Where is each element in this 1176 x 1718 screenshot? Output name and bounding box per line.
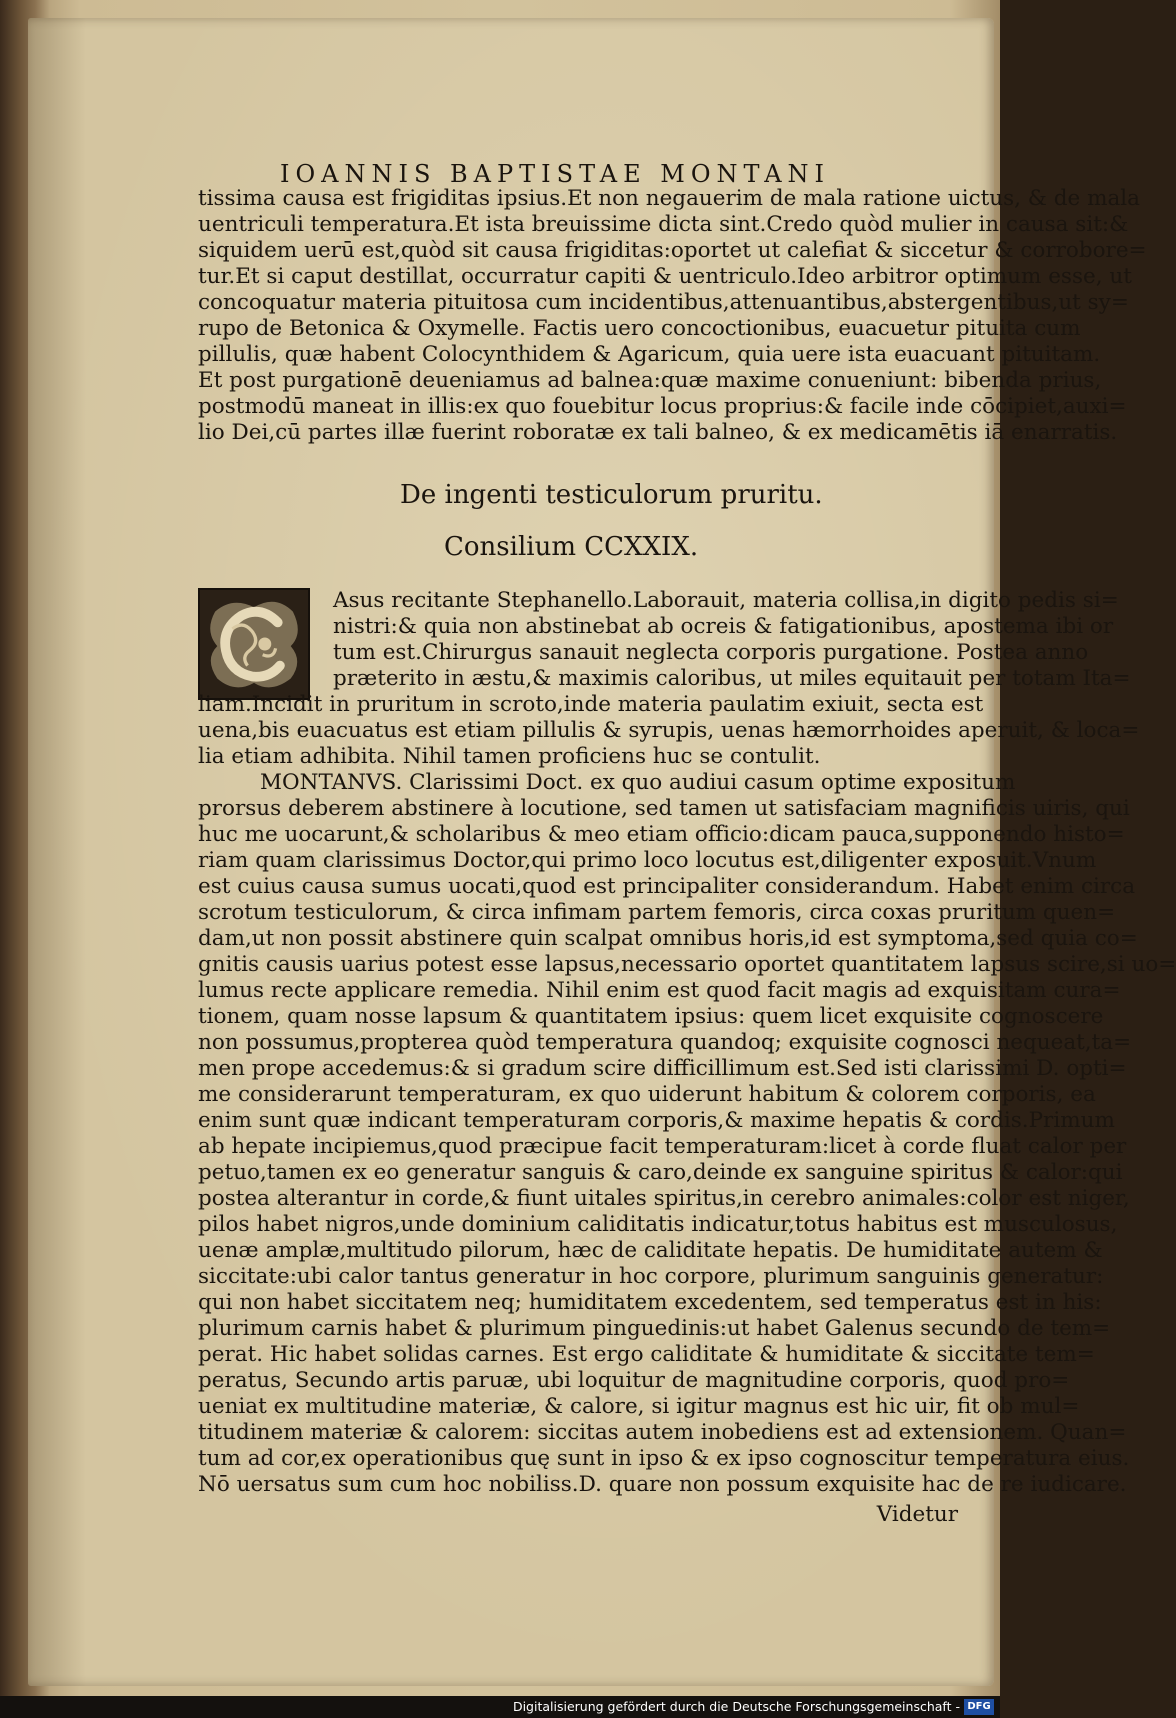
text-line: titudinem materiæ & calorem: siccitas autem inobediens est ad extensionem. Quan= (198, 1420, 1127, 1445)
text-line: tissima causa est frigiditas ipsius.Et non negauerim de mala ratione uictus, & de mala (198, 186, 1141, 211)
text-line: concoquatur materia pituitosa cum incidentibus,attenuantibus,abstergentibus,ut sy= (198, 290, 1129, 315)
text-line: rupo de Betonica & Oxymelle. Factis uero concoctionibus, euacuetur pituita cum (198, 316, 1081, 341)
text-line: scrotum testiculorum, & circa infimam partem femoris, circa coxas pruritum quen= (198, 900, 1116, 925)
text-line: Nō uersatus sum cum hoc nobiliss.D. quare non possum exquisite hac de re iudicare. (198, 1472, 1127, 1497)
text-line: MONTANVS. Clarissimi Doct. ex quo audiui casum optime expositum (260, 770, 1016, 795)
text-line: perat. Hic habet solidas carnes. Est ergo caliditate & humiditate & siccitate tem= (198, 1342, 1095, 1367)
text-line: tum est.Chirurgus sanauit neglecta corporis purgatione. Postea anno (333, 640, 1089, 665)
text-line: liam.Incidit in pruritum in scroto,inde materia paulatim exiuit, secta est (198, 692, 984, 717)
text-line: enim sunt quæ indicant temperaturam corporis,& maxime hepatis & cordis.Primum (198, 1108, 1115, 1133)
digitization-footer (0, 1696, 1000, 1718)
text-line: postea alterantur in corde,& fiunt uitales spiritus,in cerebro animales:color est niger, (198, 1186, 1130, 1211)
text-line: siquidem uerū est,quòd sit causa frigiditas:oportet ut calefiat & siccetur & corrobore= (198, 238, 1147, 263)
ornament-icon (200, 590, 308, 698)
dfg-logo-icon[interactable]: DFG (964, 1699, 994, 1715)
text-line: dam,ut non possit abstinere quin scalpat omnibus horis,id est symptoma,sed quia co= (198, 926, 1138, 951)
text-line: tum ad cor,ex operationibus quę sunt in ipso & ex ipso cognoscitur temperatura eius. (198, 1446, 1130, 1471)
text-line: ab hepate incipiemus,quod præcipue facit temperaturam:licet à corde fluat calor per (198, 1134, 1127, 1159)
text-line: prorsus deberem abstinere à locutione, sed tamen ut satisfaciam magnificis uiris, qui (198, 796, 1130, 821)
text-line: lumus recte applicare remedia. Nihil enim est quod facit magis ad exquisitam cura= (198, 978, 1121, 1003)
text-line: plurimum carnis habet & plurimum pinguedinis:ut habet Galenus secundo de tem= (198, 1316, 1111, 1341)
text-line: lia etiam adhibita. Nihil tamen proficiens huc se contulit. (198, 744, 821, 769)
text-line: men prope accedemus:& si gradum scire difficillimum est.Sed isti clarissimi D. opti= (198, 1056, 1127, 1081)
text-line: petuo,tamen ex eo generatur sanguis & caro,deinde ex sanguine spiritus & calor:qui (198, 1160, 1123, 1185)
text-line: uena,bis euacuatus est etiam pillulis & syrupis, uenas hæmorrhoides aperuit, & loca= (198, 718, 1140, 743)
text-line: peratus, Secundo artis paruæ, ubi loquitur de magnitudine corporis, quod pro= (198, 1368, 1070, 1393)
text-line: qui non habet siccitatem neq; humiditatem excedentem, sed temperatus est in his: (198, 1290, 1102, 1315)
text-line: pilos habet nigros,unde dominium caliditatis indicatur,totus habitus est musculosus, (198, 1212, 1118, 1237)
text-line: ueniat ex multitudine materiæ, & calore, si igitur magnus est hic uir, fit ob mul= (198, 1394, 1080, 1419)
catchword: Videtur (876, 1502, 958, 1527)
text-line: huc me uocarunt,& scholaribus & meo etiam officio:dicam pauca,supponendo histo= (198, 822, 1125, 847)
text-line: lio Dei,cū partes illæ fuerint roboratæ ex tali balneo, & ex medicamētis iā enarratis. (198, 420, 1118, 445)
text-line: pillulis, quæ habent Colocynthidem & Agaricum, quia uere ista euacuant pituitam. (198, 342, 1101, 367)
text-line: riam quam clarissimus Doctor,qui primo loco locutus est,diligenter exposuit.Vnum (198, 848, 1097, 873)
text-line: non possumus,propterea quòd temperatura quandoq; exquisite cognosci nequeat,ta= (198, 1030, 1132, 1055)
text-line: est cuius causa sumus uocati,quod est principaliter considerandum. Habet enim circa (198, 874, 1136, 899)
text-line: tionem, quam nosse lapsum & quantitatem ipsius: quem licet exquisite cognoscere (198, 1004, 1104, 1029)
text-line: præterito in æstu,& maximis caloribus, ut miles equitauit per totam Ita= (333, 666, 1131, 691)
consilium-title: Consilium CCXXIX. (444, 532, 699, 562)
funding-credit: Digitalisierung gefördert durch die Deutsche Forschungsgemeinschaft - (512, 1699, 960, 1714)
text-line: uenæ amplæ,multitudo pilorum, hæc de caliditate hepatis. De humiditate autem & (198, 1238, 1103, 1263)
decorated-initial-c (198, 588, 310, 700)
section-title: De ingenti testiculorum pruritu. (400, 480, 823, 510)
text-line: gnitis causis uarius potest esse lapsus,necessario oportet quantitatem lapsus scire,si uo= (198, 952, 1176, 977)
running-head: IOANNIS BAPTISTAE MONTANI (280, 160, 831, 188)
text-line: postmodū maneat in illis:ex quo fouebitur locus proprius:& facile inde cōcipiet,auxi= (198, 394, 1127, 419)
text-line: Et post purgationē deueniamus ad balnea:quæ maxime conueniunt: bibenda prius, (198, 368, 1102, 393)
text-line: uentriculi temperatura.Et ista breuissime dicta sint.Credo quòd mulier in causa sit:& (198, 212, 1129, 237)
text-line: nistri:& quia non abstinebat ab ocreis & fatigationibus, apostema ibi or (333, 614, 1114, 639)
text-line: siccitate:ubi calor tantus generatur in hoc corpore, plurimum sanguinis generatur: (198, 1264, 1104, 1289)
text-line: Asus recitante Stephanello.Laborauit, materia collisa,in digito pedis si= (333, 588, 1119, 613)
text-line: tur.Et si caput destillat, occurratur capiti & uentriculo.Ideo arbitror optimum esse, ut (198, 264, 1132, 289)
text-line: me considerarunt temperaturam, ex quo uiderunt habitum & colorem corporis, ea (198, 1082, 1096, 1107)
